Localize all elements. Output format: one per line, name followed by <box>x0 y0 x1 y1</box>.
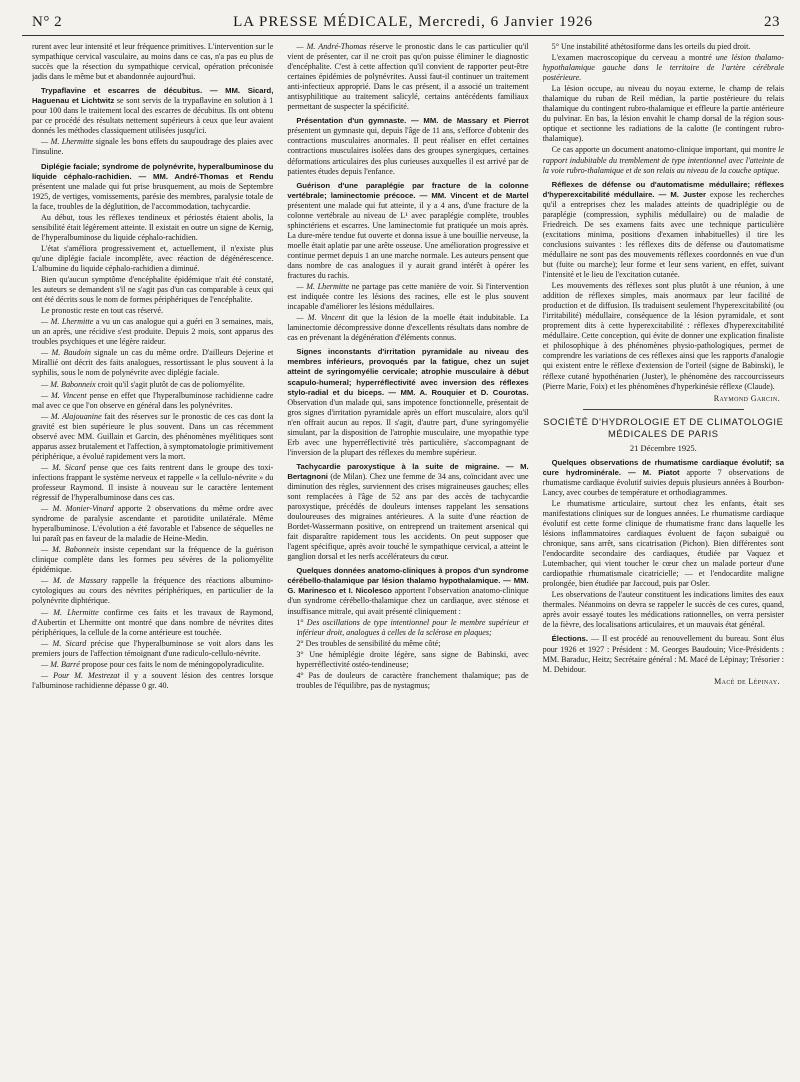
section-title: Guérison d'une paraplégie par fracture de la colonne vertébrale; laminectomie précoce. — MM. Vincent et de Martel <box>287 180 529 200</box>
section-title: Diplégie faciale; syndrome de polynévrite, hyperalbuminose du liquide céphalo-rachidien. — MM. André-Thomas et Rendu <box>32 161 274 181</box>
speaker: — M. Lhermitte <box>41 137 94 147</box>
paragraph: Les observations de l'auteur constituent les indications limites des eaux thermales. Néanmoins on devra se rappeler le succès de ces cures, quand, après avoir essayé toutes les médications rationnelles, on verra persister de la fièvre, des localisations articulaires, et un mauvais état général. <box>542 590 784 630</box>
column-1 <box>32 42 273 692</box>
section-title: Tachycardie paroxystique à la suite de migraine. — M. Bertagnoni <box>287 461 529 481</box>
paragraph: — M. André-Thomas réserve le pronostic dans le cas particulier qu'il vient de présenter, car il ne croit pas qu'on puisse éliminer le diagnostic d'encéphalite. C'est à cette affection qu'il convient de rapporter peut-être certaines épidémies de polynévrites. Aussi faut-il continuer un traitement anti-infectieux approprié. Dans le cas présent, il a associé un traitement antisyphilitique au traitement salicylé, certains antécédents familiaux permettant de suspecter la spécificité. <box>287 42 529 112</box>
paragraph: — M. Baudoin signale un cas du même ordre. D'ailleurs Dejerine et Mirallié ont décrit des faits analogues, ressortissant le plus souvent à la syphilis, sous le nom de polynévrite avec diplégie faciale. <box>32 348 274 378</box>
paragraph: 5° Une instabilité athétosiforme dans les orteils du pied droit. <box>551 42 751 51</box>
paragraph: Ce cas apporte un document anatomo-clinique important, qui montre le rapport indubitable du tremblement de type intentionnel avec l'atteinte de la voie rubro-thalamique et de son relais au niveau de la couche optique. <box>542 145 784 175</box>
speaker: — M. Lhermitte <box>41 607 99 617</box>
paragraph: Signes inconstants d'irritation pyramidale au niveau des membres inférieurs, provoqués par la fatigue, chez un sujet atteint de syringomyélie cervicale; atrophie musculaire à début scapulo-humeral; hyperréflectivité avec inversion des réflexes stylo-radial et du biceps. — MM. A. Rouquier et D. Courotas. Observation d'un malade qui, sans impotence fonctionnelle, présentait de gros signes d'irritation pyramidale après un effort musculaire, alors qu'il n'en offrait aucun au repos. Il s'agit, d'autre part, d'une syringomyélie simulant, par la disposition de l'atrophie musculaire, une myopathie type Erb avec une hyperréflectivité très particulière, s'accompagnant de l'inversion de la plupart des réflexes du membre supérieur. <box>287 347 529 457</box>
section-title: Présentation d'un gymnaste. — MM. de Massary et Pierrot <box>296 116 529 126</box>
paragraph: Trypaflavine et escarres de décubitus. — MM. Sicard, Haguenau et Lichtwitz se sont servis de la trypaflavine en solution à 1 pour 100 dans le traitement local des escarres de décubitus. Ils ont obtenu par ce procédé des résultats nettement supérieurs à ceux que leur avaient donnés les méthodes classiquement utilisées jusqu'ici. <box>32 86 274 136</box>
speaker: — M. André-Thomas <box>296 42 367 51</box>
paragraph: — M. Babonneix insiste cependant sur la fréquence de la guérison clinique complète dans les formes peu sévères de la poliomyélite épidémique. <box>32 545 274 575</box>
paragraph: — Pour M. Mestrezat il y a souvent lésion des centres lorsque l'albuminose rachidienne dépasse 0 gr. 40. <box>32 670 274 690</box>
text-columns <box>22 42 784 692</box>
speaker: — M. Vincent <box>296 313 345 323</box>
paragraph: — M. Babonneix croit qu'il s'agit plutôt de cas de poliomyélite. <box>41 379 245 389</box>
paragraph: — M. Barré propose pour ces faits le nom de méningopolyradiculite. <box>41 659 264 669</box>
paragraph: — M. Monier-Vinard apporte 2 observations du même ordre avec syndrome de paralysie ascendante et parotidite unilatérale. Même hyperalbuminose. L'évolution a été favorable et l'absence de séquelles ne lui paraît pas en faveur de la maladie de Heine-Medin. <box>32 504 274 544</box>
paragraph: — M. Lhermitte signale les bons effets du saupoudrage des plaies avec l'insuline. <box>32 137 274 157</box>
section-title: Quelques données anatomo-cliniques à propos d'un syndrome cérébello-thalamique par lésion thalamo hypothalamique. — MM. G. Marinesco et I. Nicolesco <box>287 566 529 596</box>
speaker: — M. Barré <box>41 659 80 669</box>
paragraph: Bien qu'aucun symptôme d'encéphalite épidémique n'ait été constaté, les auteurs se demandent s'il ne s'agit pas d'un cas comparable à ceux qui ont été décrits sous le nom de formes périphériques de l'encéphalite. <box>32 275 274 305</box>
paragraph: — M. de Massary rappelle la fréquence des réactions albumino-cytologiques au cours des névrites périphériques, en particulier de la polynévrite diphtérique. <box>32 576 274 606</box>
speaker: — M. Lhermitte <box>296 282 350 292</box>
section-title: Trypaflavine et escarres de décubitus. — MM. Sicard, Haguenau et Lichtwitz <box>32 86 274 106</box>
speaker: — M. de Massary <box>41 576 108 586</box>
paragraph: — M. Alajouanine fait des réserves sur le pronostic de ces cas dont la gravité est bien supérieure le plus souvent. Dans un cas récemment observé avec MM. Guillain et Garcin, des phénomènes myélitiques sont apparus assez brutalement et l'affection, à symptomatologie primitivement périphérique, a évolué rapidement vers la mort. <box>32 411 274 461</box>
paragraph: — M. Sicard pense que ces faits rentrent dans le groupe des toxi-infections frappant le système nerveux et rappelle « la cellulo-névrite » du professeur Raymond. Il insiste à nouveau sur le caractère lentement régressif de l'hyperalbuminose dans ces cas. <box>32 462 274 503</box>
session-date: 21 Décembre 1925. <box>629 442 697 453</box>
speaker: — M. Sicard <box>41 638 87 648</box>
paragraph: Réflexes de défense ou d'automatisme médullaire; réflexes d'hyperexcitabilité médullaire. — M. Juster expose les recherches qu'il a entreprises chez les malades atteints de quadriplégie ou de paraplégie (compression, syphilis médullaire) ou de maladie de Friedreich. De ses examens faits avec une technique particulière (excitations minima, positions d'examen inhabituelles) il tire les conclusions suivantes : les réflexes dits de défense ou d'automatisme médullaire ne sont pas des mouvements réflexes coordonnés en vue d'un but (fuite ou marche); leur forme et leur sens varient, en effet, suivant l'intensité et le lieu de l'excitation cutanée. <box>542 179 784 280</box>
paragraph: rurent avec leur intensité et leur fréquence primitives. L'intervention sur le sympathique cervical vasculaire, au moins dans ce cas, n'a pas eu plus de succès que la résection du sympathique cervical, opération préconisée jadis dans le même but et abandonnée aujourd'hui. <box>32 42 274 82</box>
society-heading: SOCIÉTÉ D'HYDROLOGIE ET DE CLIMATOLOGIE MÉDICALES DE PARIS <box>543 415 784 439</box>
speaker: — M. Monier-Vinard <box>41 504 114 514</box>
paragraph: Les mouvements des réflexes sont plus plutôt à une réunion, à une addition de réflexes simples, mais anormaux par leur facilité de production et de diffusion. Ils traduisent seulement l'hyperexcitabilité (ou l'irritabilité) médullaire, conséquence de la lésion pyramidale, et sont proprement dits à cette hyperexcitabilité : réflexes d'hyperexcitabilité médullaire. Cette conception, qui évite de donner une explication finaliste et philosophique à des phénomènes physio-pathologiques, permet de comprendre les variations de ces réflexes ainsi que les rapports d'analogie qui existent entre le réflexe d'extension de l'orteil (signe de Babinski), le réflexe cutané hypothénarien (Juster), le phénomène des raccourcisseurs (Pierre Marie, Foix) et les phénomènes d'hyperkinésie réflexe (Claude). <box>542 281 784 391</box>
paragraph: — M. Lhermitte a vu un cas analogue qui a guéri en 3 semaines, mais, un an après, une récidive s'est produite. Depuis 2 mois, sont apparus des troubles psychiques et une légère raideur. <box>32 317 274 347</box>
paragraph: — M. Vincent dit que la lésion de la moelle était indubitable. La laminectomie décompressive donne d'excellents résultats dans nombre de cas en prévenant la dégénération d'éléments connus. <box>287 313 529 343</box>
paragraph: Diplégie faciale; syndrome de polynévrite, hyperalbuminose du liquide céphalo-rachidien. — MM. André-Thomas et Rendu présentent une malade qui fut prise brusquement, au mois de Septembre 1925, de vertiges, vomissements, parésie des membres, paralysie totale de la face, troubles de la déglutition, de l'accommodation, tachycardie. <box>32 161 274 211</box>
speaker: — M. Babonneix <box>41 379 96 389</box>
paragraph: La lésion occupe, au niveau du noyau externe, le champ de relais thalamique du ruban de Reil médian, la partie postérieure du relais thalamique du contingent rubro-thalamique et effleure la partie antérieure du pulvinar. En bas, la lésion envahit le champ dorsal de la région sous-optique et sectionne les radiations de la calotte (le contingent rubro-thalamique). <box>542 84 784 144</box>
page-number: 23 <box>764 14 780 30</box>
column-2 <box>287 42 528 692</box>
list-item: 4° Pas de douleurs de caractère franchement thalamique; pas de troubles de l'équilibre, pas de nystagmus; <box>296 670 529 690</box>
section-title: Réflexes de défense ou d'automatisme médullaire; réflexes d'hyperexcitabilité médullaire. — M. Juster <box>542 179 784 199</box>
list-item: 3° Une hémiplégie droite légère, sans signe de Babinski, avec hyperréflectivité ostéo-tendineuse; <box>296 649 529 669</box>
paragraph: Quelques observations de rhumatisme cardiaque évolutif; sa cure hydrominérale. — M. Piatot apporte 7 observations de rhumatisme cardiaque évolutif suivies depuis plusieurs années à Bourbon-Lancy, avec courbes de température et orthodiagrammes. <box>542 457 784 497</box>
speaker: — M. Alajouanine <box>41 411 102 421</box>
author-signature: Raymond Garcin. <box>713 393 780 403</box>
paragraph: L'examen macroscopique du cerveau a montré une lésion thalamo-hypothalamique gauche dans le territoire de l'artère cérébrale postérieure. <box>542 53 784 83</box>
speaker: — M. Vincent <box>41 390 87 400</box>
paragraph: Le rhumatisme articulaire, surtout chez les enfants, était ses manifestations cliniques sur de longues années. Le rhumatisme cardiaque évolutif est cette forme clinique de rhumatisme franc dans laquelle les lésions inflammatoires cardiaques évoluent de façon subaiguë ou chronique, sans arrêt, sans cicatrisation (Pichon). Bien différentes sont l'endocardite secondaire des cardiaques, étudiée par Vaquez et Lutembacher, qui vient toucher le cœur chez un malade porteur d'une cardiopathie rhumatismale cicatricielle; — et l'endocardite maligne prolongée, bien étudiée par Jaccoud, puis par Osler. <box>542 498 784 589</box>
paragraph: — M. Lhermitte ne partage pas cette manière de voir. Si l'intervention est indiquée contre les lésions des racines, elle est le plus souvent incapable d'améliorer les lésions médullaires. <box>287 282 529 312</box>
paragraph: Élections. — Il est procédé au renouvellement du bureau. Sont élus pour 1926 et 1927 : Président : M. Georges Baudouin; Vice-Présidents : MM. Baraduc, Heitz; Secrétaire général : M. Macé de Lépinay; Trésorier : M. Debidour. <box>542 634 784 674</box>
paragraph: L'état s'améliora progressivement et, actuellement, il n'existe plus qu'une diplégie faciale incomplète, avec réaction de dégénérescence. L'albumine du liquide céphalo-rachidien a diminué. <box>32 243 274 273</box>
paragraph: Au début, tous les réflexes tendineux et périostés étaient abolis, la sensibilité était légèrement atteinte. Il existait en outre un signe de Kernig, de l'hyperalbuminose du liquide céphalo-rachidien. <box>32 212 274 242</box>
paragraph: Le pronostic reste en tout cas réservé. <box>41 306 164 316</box>
page-header <box>22 14 784 36</box>
column-3 <box>543 42 784 692</box>
speaker: — M. Baudoin <box>41 348 91 358</box>
journal-title: LA PRESSE MÉDICALE, Mercredi, 6 Janvier 1926 <box>233 14 593 30</box>
issue-number: N° 2 <box>32 14 63 30</box>
paragraph: — M. Vincent pense en effet que l'hyperalbuminose rachidienne cadre mal avec ce que l'on observe en général dans les polynévrites. <box>32 390 274 410</box>
paragraph: Tachycardie paroxystique à la suite de migraine. — M. Bertagnoni (de Milan). Chez une femme de 34 ans, coïncidant avec une diminution des règles, surviennent des crises migraineuses gauches; elles sont remplacées à l'âge de 52 ans par des accès de tachycardie paroxystique, précédés de douleurs intenses rappelant les sensations douloureuses des migraines antérieures. A la suite d'une réaction de Bordet-Wassermann positive, on entreprend un traitement arsenical qui fait disparaître rapidement tous les accidents. On peut supposer que l'agent spécifique, après avoir touché le sympathique cervical, a atteint le ganglion dorsal et les nerfs accélérateurs du cœur. <box>287 461 529 562</box>
section-title: Quelques observations de rhumatisme cardiaque évolutif; sa cure hydrominérale. — M. Piatot <box>542 457 784 477</box>
list-item: 1° Des oscillations de type intentionnel pour le membre supérieur et inférieur droit, analogues à celles de la sclérose en plaques; <box>296 617 529 637</box>
speaker: — M. Lhermitte <box>41 317 94 327</box>
speaker: — M. Babonneix <box>41 545 100 555</box>
paragraph: Guérison d'une paraplégie par fracture de la colonne vertébrale; laminectomie précoce. — MM. Vincent et de Martel présentent une malade qui fut atteinte, il y a 4 ans, d'une fracture de la colonne vertébrale au niveau de L¹ avec paraplégie complète, troubles sphinctériens et escarres. Une laminectomie fut pratiquée un mois après. La dure-mère tendue fut ouverte et donna issue à une bouillie nerveuse, la moelle était aplatie par une arête osseuse. Une amélioration progressive et continue permet depuis 1 an une marche normale. Les auteurs pensent que dans nombre de cas analogues il y aurait grand intérêt à opérer les fractures du rachis. <box>287 180 529 281</box>
section-title: Signes inconstants d'irritation pyramidale au niveau des membres inférieurs, provoqués par la fatigue, chez un sujet atteint de syringomyélie cervicale; atrophie musculaire à début scapulo-humeral; hyperréflectivité avec inversion des réflexes stylo-radial et du biceps. — MM. A. Rouquier et D. Courotas. <box>287 347 529 397</box>
list-item: 2° Des troubles de sensibilité du même côté; <box>296 638 441 648</box>
symptom-list <box>287 618 528 691</box>
paragraph: Quelques données anatomo-cliniques à propos d'un syndrome cérébello-thalamique par lésion thalamo hypothalamique. — MM. G. Marinesco et I. Nicolesco apportent l'observation anatomo-clinique d'un syndrome cérébello-thalamique chez un cardiaque, avec sténose et insuffisance mitrale, qui avait présenté cliniquement : <box>287 566 529 616</box>
paragraph: — M. Sicard précise que l'hyperalbuminose se voit alors dans les premiers jours de l'affection témoignant d'une radiculo-cellulo-névrite. <box>32 638 274 658</box>
section-divider <box>583 409 744 410</box>
author-signature: Macé de Lépinay. <box>714 676 780 686</box>
paragraph: Présentation d'un gymnaste. — MM. de Massary et Pierrot présentent un gymnaste qui, depuis l'âge de 11 ans, s'efforce d'obtenir des contractions musculaires anormales. Il peut réaliser en effet certaines contractions musculaires isolées dans des groupes synergiques, certaines déformations articulaires des plus curieuses auxquelles il est arrivé par de patientes études depuis l'enfance. <box>287 116 529 176</box>
speaker: — Pour M. Mestrezat <box>41 670 120 680</box>
speaker: — M. Sicard <box>41 462 86 472</box>
paragraph: — M. Lhermitte confirme ces faits et les travaux de Raymond, d'Aubertin et Lhermitte ont montré que dans nombre de névrites dites périphériques, la cellule de la corne antérieure est touchée. <box>32 607 274 637</box>
section-title: Élections. <box>551 634 588 644</box>
